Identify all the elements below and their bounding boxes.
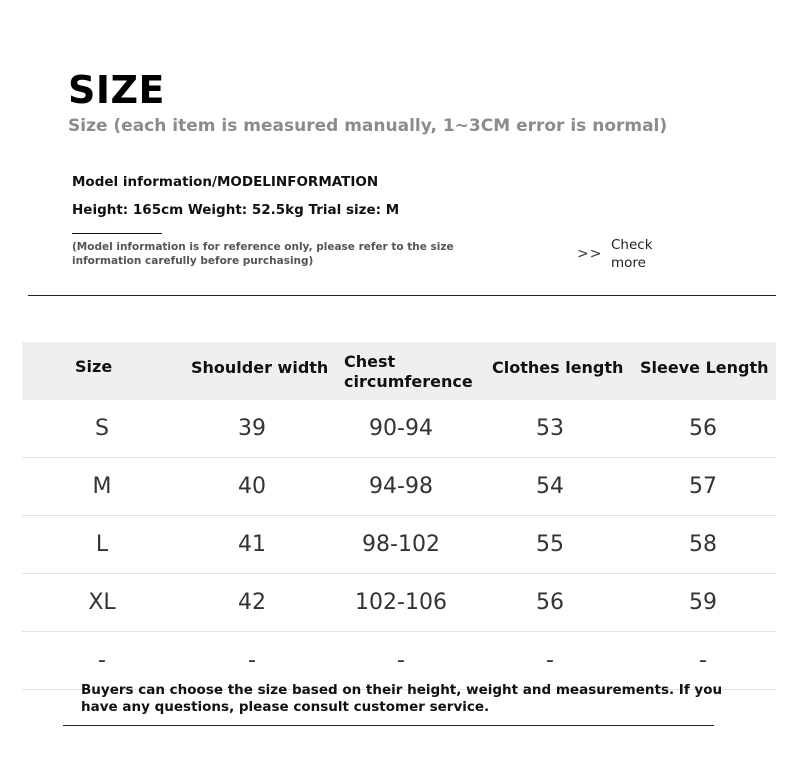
table-cell: 57: [689, 474, 717, 499]
table-cell: 55: [536, 532, 564, 557]
table-cell: S: [95, 416, 109, 441]
column-header-clothes-length: Clothes length: [492, 358, 624, 377]
model-disclaimer: (Model information is for reference only, please refer to the size information carefully before purchasing): [72, 241, 454, 267]
model-info-title: Model information/MODELINFORMATION: [72, 174, 379, 190]
table-cell: XL: [88, 590, 116, 615]
table-header: [22, 342, 776, 400]
section-divider: [28, 295, 776, 296]
column-header-sleeve-length: Sleeve Length: [640, 358, 769, 377]
column-header-size: Size: [75, 357, 113, 376]
table-row: [22, 458, 776, 516]
table-cell: -: [699, 648, 707, 673]
table-cell: 90-94: [369, 416, 433, 441]
table-cell: 40: [238, 474, 266, 499]
column-header-shoulder-width: Shoulder width: [191, 358, 329, 377]
table-cell: 42: [238, 590, 266, 615]
table-cell: M: [92, 474, 112, 499]
table-row: [22, 516, 776, 574]
footer-divider: [63, 725, 714, 726]
chevron-right-icon: >>: [577, 246, 603, 262]
table-cell: 53: [536, 416, 564, 441]
table-cell: 56: [689, 416, 717, 441]
table-row: [22, 574, 776, 632]
table-row: [22, 400, 776, 458]
table-cell: 56: [536, 590, 564, 615]
table-cell: 98-102: [362, 532, 440, 557]
page-subtitle: Size (each item is measured manually, 1~3CM error is normal): [68, 116, 668, 136]
check-more-link[interactable]: Check more: [611, 237, 653, 271]
table-cell: -: [397, 648, 405, 673]
table-cell: -: [98, 648, 106, 673]
table-cell: 41: [238, 532, 266, 557]
table-cell: 54: [536, 474, 564, 499]
table-cell: 39: [238, 416, 266, 441]
table-cell: L: [95, 532, 109, 557]
table-cell: 102-106: [355, 590, 447, 615]
size-table: [22, 342, 776, 690]
short-divider: [72, 233, 162, 234]
table-cell: -: [546, 648, 554, 673]
page-title: SIZE: [68, 68, 166, 112]
footer-note: Buyers can choose the size based on their height, weight and measurements. If you have any questions, please consult customer service.: [81, 682, 723, 715]
column-header-chest-circumference: Chest circumference: [344, 352, 473, 391]
model-info-details: Height: 165cm Weight: 52.5kg Trial size: M: [72, 202, 400, 218]
table-cell: 94-98: [369, 474, 433, 499]
table-cell: 58: [689, 532, 717, 557]
table-cell: 59: [689, 590, 717, 615]
table-cell: -: [248, 648, 256, 673]
